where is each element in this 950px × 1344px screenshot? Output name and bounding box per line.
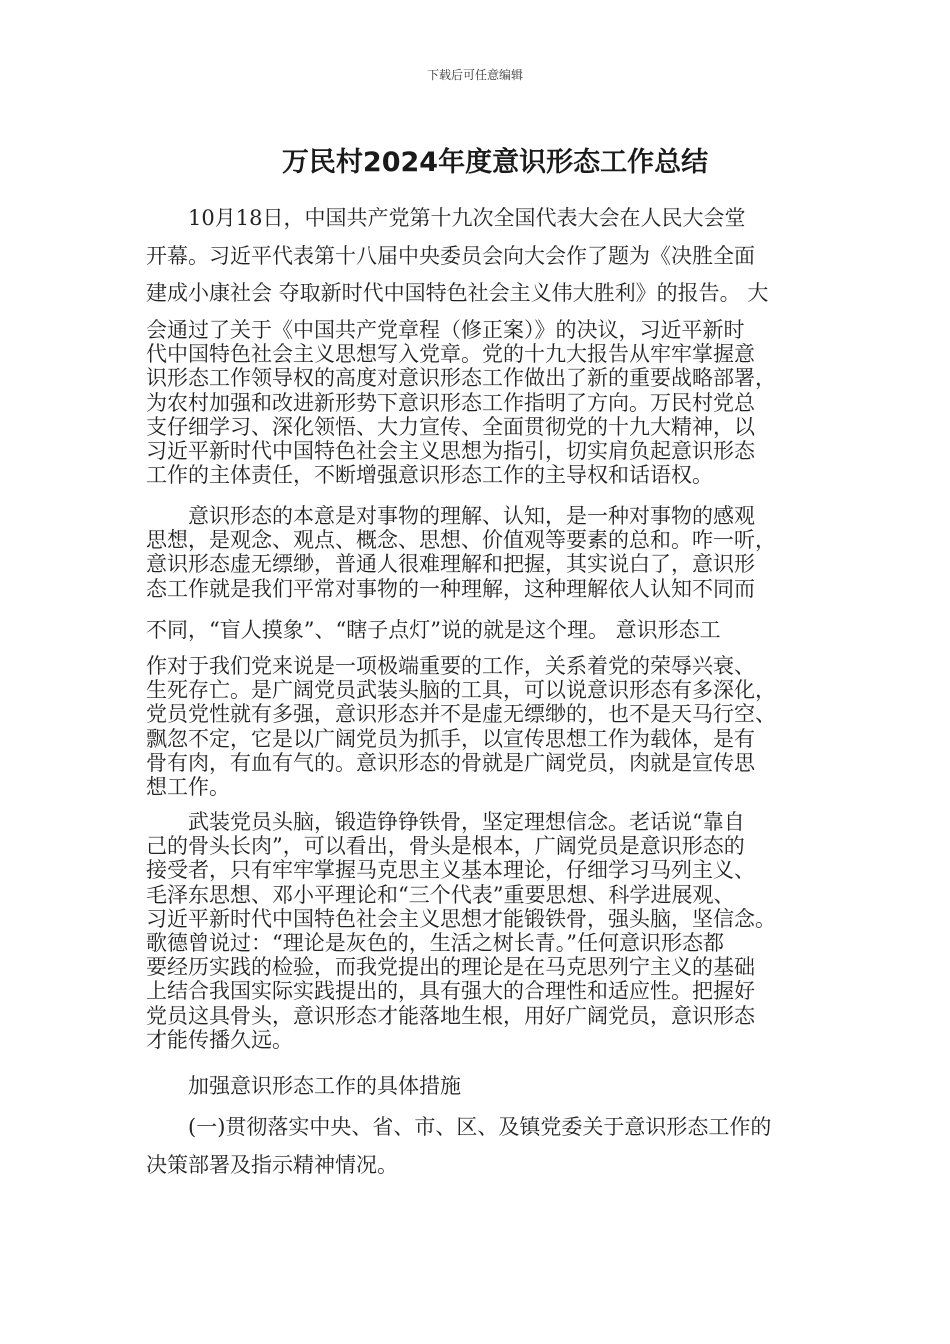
header-note: 下载后可任意编辑 bbox=[426, 68, 523, 82]
text-line: 毛泽东思想、邓小平理论和“三个代表”重要思想、科学进展观、 bbox=[146, 882, 735, 907]
text-line: 上结合我国实际实践提出的，具有强大的合理性和适应性。把握好 bbox=[146, 979, 755, 1004]
text-line: 决策部署及指示精神情况。 bbox=[146, 1152, 398, 1177]
text-line: 习近平新时代中国特色社会主义思想为指引，切实肩负起意识形态 bbox=[146, 439, 755, 464]
text-line: 骨有肉，有血有气的。意识形态的骨就是广阔党员，肉就是宣传思 bbox=[146, 750, 755, 775]
text-line: 党员这具骨头，意识形态才能落地生根，用好广阔党员，意识形态 bbox=[146, 1003, 755, 1028]
text-line: 飘忽不定，它是以广阔党员为抓手，以宣传思想工作为载体，是有 bbox=[146, 726, 755, 751]
text-line: 接受者，只有牢牢掌握马克思主义基本理论，仔细学习马列主义、 bbox=[146, 858, 755, 883]
paragraph-ideology-meaning-part1 bbox=[146, 504, 806, 601]
text-line: 己的骨头长肉”，可以看出，骨头是根本，广阔党员是意识形态的 bbox=[146, 834, 745, 859]
text-line: 歌德曾说过：“理论是灰色的，生活之树长青。”任何意识形态都 bbox=[146, 931, 724, 956]
text-line: 生死存亡。是广阔党员武装头脑的工具，可以说意识形态有多深化， bbox=[146, 678, 776, 703]
text-line: 武装党员头脑，锻造铮铮铁骨，坚定理想信念。老话说“靠自 bbox=[146, 810, 745, 834]
text-line: 意识形态的本意是对事物的理解、认知，是一种对事物的感观 bbox=[146, 504, 755, 528]
paragraph-intro-part2 bbox=[146, 318, 806, 487]
text-line: 思想，是观念、观点、概念、思想、价值观等要素的总和。咋一听， bbox=[146, 528, 776, 553]
text-line: 才能传播久远。 bbox=[146, 1027, 293, 1052]
paragraph-intro-part1 bbox=[146, 200, 806, 313]
text-line: 识形态工作领导权的高度对意识形态工作做出了新的重要战略部署， bbox=[146, 366, 776, 391]
text-line: 开幕。习近平代表第十八届中央委员会向大会作了题为《决胜全面 bbox=[146, 243, 755, 268]
text-line: 为农村加强和改进新形势下意识形态工作指明了方向。万民村党总 bbox=[146, 390, 755, 415]
text-line: 10月18日，中国共产党第十九次全国代表大会在人民大会堂 bbox=[146, 206, 746, 230]
text-line: 建成小康社会 夺取新时代中国特色社会主义伟大胜利》的报告。 大 bbox=[146, 281, 769, 305]
text-line: 支仔细学习、深化领悟、大力宣传、全面贯彻党的十九大精神，以 bbox=[146, 414, 755, 439]
document-title: 万民村2024年度意识形态工作总结 bbox=[281, 147, 709, 178]
text-line: 代中国特色社会主义思想写入党章。党的十九大报告从牢牢掌握意 bbox=[146, 342, 755, 367]
text-line: 意识形态虚无缥缈，普通人很难理解和把握，其实说白了，意识形 bbox=[146, 552, 755, 577]
paragraph-arm-minds bbox=[146, 810, 806, 1052]
paragraph-ideology-meaning-part3 bbox=[146, 654, 806, 799]
paragraph-measure-one bbox=[146, 1109, 806, 1184]
text-line: 党员党性就有多强，意识形态并不是虚无缥缈的，也不是天马行空、 bbox=[146, 702, 776, 727]
text-line: 工作的主体责任，不断增强意识形态工作的主导权和话语权。 bbox=[146, 463, 713, 488]
text-line: 要经历实践的检验，而我党提出的理论是在马克思列宁主义的基础 bbox=[146, 955, 755, 980]
section-heading-measures bbox=[146, 1068, 806, 1106]
text-line: 态工作就是我们平常对事物的一种理解，这种理解依人认知不同而 bbox=[146, 576, 755, 601]
text-line: 作对于我们党来说是一项极端重要的工作，关系着党的荣辱兴衰、 bbox=[146, 654, 755, 678]
text-line: 会通过了关于《中国共产党章程（修正案）》的决议，习近平新时 bbox=[146, 318, 745, 342]
text-line: 不同，“盲人摸象”、“瞎子点灯”说的就是这个理。 意识形态工 bbox=[146, 618, 721, 642]
text-line: 习近平新时代中国特色社会主义思想才能锻铁骨，强头脑，坚信念。 bbox=[146, 906, 776, 931]
text-line: (一)贯彻落实中央、省、市、区、及镇党委关于意识形态工作的 bbox=[146, 1115, 772, 1139]
paragraph-ideology-meaning-part2 bbox=[146, 612, 806, 650]
text-line: 想工作。 bbox=[146, 775, 230, 800]
text-line: 加强意识形态工作的具体措施 bbox=[146, 1074, 461, 1098]
